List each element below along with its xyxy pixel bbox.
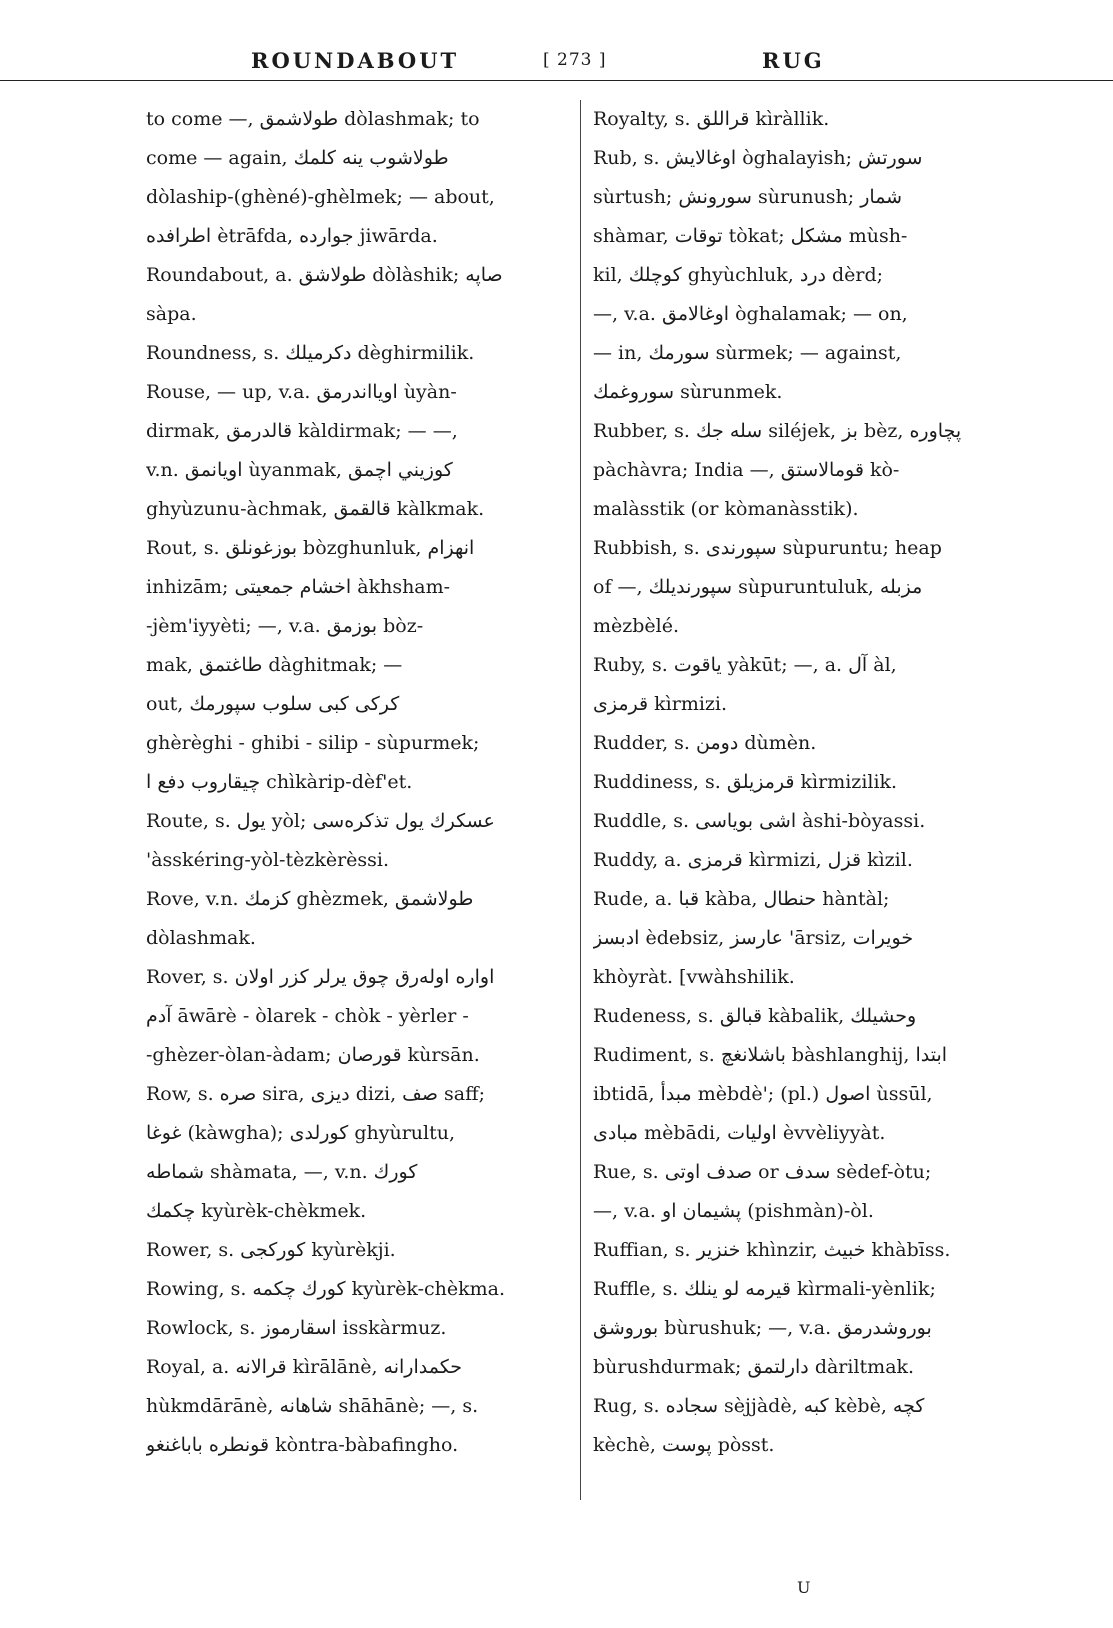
dictionary-line: Rove, v.n. كزمك ghèzmek, طولاشمق xyxy=(146,888,474,910)
left-column xyxy=(146,100,566,1465)
dictionary-line: kil, كوچلك ghyùchluk, درد dèrd; xyxy=(593,264,884,286)
dictionary-line: shàmar, توقات tòkat; مشكل mùsh- xyxy=(593,225,908,247)
dictionary-line: Row, s. صره sira, ديزى dizi, صف saff; xyxy=(146,1083,486,1105)
dictionary-line: malàsstik (or kòmanàsstik). xyxy=(593,498,859,520)
dictionary-line: sàpa. xyxy=(146,303,197,325)
dictionary-line: 'àsskéring-yòl-tèzkèrèssi. xyxy=(146,849,390,871)
dictionary-line: غوغا (kàwgha); كورلدى ghyùrultu, xyxy=(146,1122,456,1144)
page-number: [ 273 ] xyxy=(543,50,607,70)
dictionary-line: Rubbish, s. سپورندى sùpuruntu; heap xyxy=(593,537,942,559)
dictionary-line: of —, سپورنديلك sùpuruntuluk, مزبله xyxy=(593,576,923,598)
dictionary-line: Rudeness, s. قبالق kàbalik, وحشيلك xyxy=(593,1005,917,1027)
dictionary-line: ghyùzunu-àchmak, قالقمق kàlkmak. xyxy=(146,498,485,520)
dictionary-line: kèchè, پوست pòsst. xyxy=(593,1434,775,1456)
dictionary-line: mak, طاغتمق dàghitmak; — xyxy=(146,654,403,676)
dictionary-line: چيقاروب دفع ا chìkàrip-dèf'et. xyxy=(146,771,413,793)
dictionary-line: ghèrèghi - ghibi - silip - sùpurmek; xyxy=(146,732,480,754)
dictionary-line: ادبسز èdebsiz, عارسز 'ārsiz, خويرات xyxy=(593,927,914,949)
dictionary-line: Rudiment, s. باشلانغچ bàshlanghij, ابتدا xyxy=(593,1044,948,1066)
dictionary-line: Rowlock, s. اسقارموز isskàrmuz. xyxy=(146,1317,447,1339)
dictionary-line: Ruddle, s. اشى بوياسى àshi-bòyassi. xyxy=(593,810,926,832)
dictionary-line: مبادى mèbādi, اوليات èvvèliyyàt. xyxy=(593,1122,886,1144)
dictionary-line: Route, s. يول yòl; عسكرك يول تذكرەسى xyxy=(146,810,495,832)
dictionary-line: Rude, a. قبا kàba, حنطال hàntàl; xyxy=(593,888,890,910)
dictionary-line: -jèm'iyyèti; —, v.a. بوزمق bòz- xyxy=(146,615,424,637)
dictionary-line: Ruffle, s. قيرمه لو ينلك kìrmali-yènlik; xyxy=(593,1278,936,1300)
dictionary-line: v.n. اويانمق ùyanmak, كوزيني اچمق xyxy=(146,459,453,481)
dictionary-line: چكمك kyùrèk-chèkmek. xyxy=(146,1200,367,1222)
dictionary-line: Rug, s. سجاده sèjjàdè, كبه kèbè, كچه xyxy=(593,1395,925,1417)
dictionary-line: to come —, طولاشمق dòlashmak; to xyxy=(146,108,480,130)
dictionary-line: — in, سورمك sùrmek; — against, xyxy=(593,342,902,364)
dictionary-line: sùrtush; سورونش sùrunush; شمار xyxy=(593,186,903,208)
dictionary-line: آدم āwārè - òlarek - chòk - yèrler - xyxy=(146,1005,469,1027)
dictionary-line: dirmak, قالدرمق kàldirmak; — —, xyxy=(146,420,458,442)
dictionary-line: Rower, s. كوركجى kyùrèkji. xyxy=(146,1239,396,1261)
dictionary-line: شماطه shàmata, —, v.n. كورك xyxy=(146,1161,418,1183)
dictionary-line: Rudder, s. دومن dùmèn. xyxy=(593,732,817,754)
dictionary-line: Rout, s. بوزغونلق bòzghunluk, انهزام xyxy=(146,537,475,559)
dictionary-line: inhizām; اخشام جمعيتى àkhsham- xyxy=(146,576,451,598)
dictionary-line: ibtidā, مبدأ mèbdè'; (pl.) اصول ùssūl, xyxy=(593,1083,933,1105)
dictionary-line: Rover, s. اواره اولەرق چوق يرلر كزر اولان xyxy=(146,966,495,988)
dictionary-line: pàchàvra; India —, قومالاستق kò- xyxy=(593,459,900,481)
dictionary-line: اطرافده ètrāfda, جوارده jiwārda. xyxy=(146,225,438,247)
header-right-word: RUG xyxy=(762,48,825,73)
dictionary-line: —, v.a. پشيمان او (pishmàn)-òl. xyxy=(593,1200,874,1222)
dictionary-line: قرمزى kìrmizi. xyxy=(593,693,728,715)
dictionary-line: Rubber, s. سله جك siléjek, بز bèz, پچاوره xyxy=(593,420,962,442)
dictionary-line: سوروغمك sùrunmek. xyxy=(593,381,783,403)
dictionary-line: Rub, s. اوغالايش òghalayish; سورتش xyxy=(593,147,923,169)
dictionary-line: Ruffian, s. خنزير khìnzir, خبيث khàbīss. xyxy=(593,1239,951,1261)
dictionary-line: قونطره باباغنغو kòntra-bàbafingho. xyxy=(146,1434,459,1456)
dictionary-line: Roundabout, a. طولاشق dòlàshik; صاپه xyxy=(146,264,503,286)
dictionary-line: Ruddy, a. قرمزى kìrmizi, قزل kìzil. xyxy=(593,849,913,871)
right-column xyxy=(593,100,1003,1465)
dictionary-line: بوروشق bùrushuk; —, v.a. بوروشدرمق xyxy=(593,1317,932,1339)
dictionary-line: dòlashmak. xyxy=(146,927,256,949)
dictionary-line: -ghèzer-òlan-àdam; قورصان kùrsān. xyxy=(146,1044,480,1066)
dictionary-line: mèzbèlé. xyxy=(593,615,680,637)
dictionary-line: Royal, a. قرالانه kìrālānè, حكمدارانه xyxy=(146,1356,462,1378)
running-header xyxy=(0,44,1113,81)
header-left-word: ROUNDABOUT xyxy=(251,48,460,73)
dictionary-line: come — again, طولاشوب ينه كلمك xyxy=(146,147,449,169)
dictionary-line: Rue, s. صدف اوتى or سدف sèdef-òtu; xyxy=(593,1161,932,1183)
dictionary-line: bùrushdurmak; دارلتمق dàriltmak. xyxy=(593,1356,915,1378)
dictionary-line: dòlaship-(ghèné)-ghèlmek; — about, xyxy=(146,186,495,208)
dictionary-line: Ruddiness, s. قرمزيلق kìrmizilik. xyxy=(593,771,898,793)
column-divider xyxy=(580,100,581,1500)
signature-mark: U xyxy=(797,1578,811,1597)
dictionary-line: —, v.a. اوغالامق òghalamak; — on, xyxy=(593,303,908,325)
dictionary-line: Rowing, s. كورك چكمه kyùrèk-chèkma. xyxy=(146,1278,506,1300)
dictionary-line: Ruby, s. ياقوت yàkūt; —, a. آل àl, xyxy=(593,654,897,676)
dictionary-line: Roundness, s. دكرميلك dèghirmilik. xyxy=(146,342,475,364)
dictionary-line: hùkmdārānè, شاهانه shāhānè; —, s. xyxy=(146,1395,479,1417)
dictionary-line: khòyràt. [vwàhshilik. xyxy=(593,966,795,988)
dictionary-line: out, كركى كبى سلوب سپورمك xyxy=(146,693,400,715)
dictionary-line: Rouse, — up, v.a. اويااندرمق ùyàn- xyxy=(146,381,457,403)
dictionary-line: Royalty, s. قراللق kìràllik. xyxy=(593,108,830,130)
